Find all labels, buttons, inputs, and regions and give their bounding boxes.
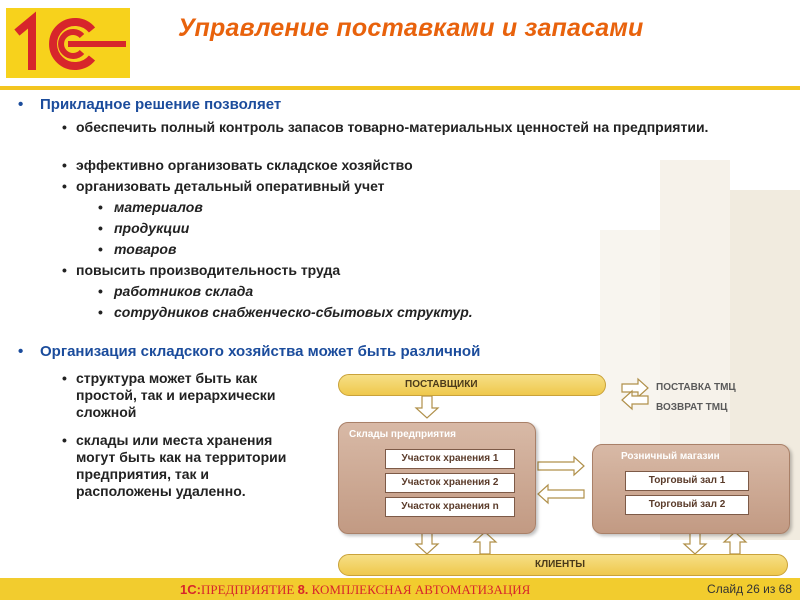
header-divider — [0, 86, 800, 90]
sub-list-item: • работников склада — [114, 283, 253, 299]
page-title: Управление поставками и запасами — [178, 14, 644, 42]
sub-list-item: • товаров — [114, 241, 176, 257]
storage-area-slot: Участок хранения 2 — [385, 473, 515, 493]
list-item: • обеспечить полный контроль запасов товарно-материальных ценностей на предприятии. — [76, 119, 756, 136]
section-heading-warehouse: • Организация складского хозяйства может быть различной — [40, 343, 480, 360]
suppliers-label: ПОСТАВЩИКИ — [405, 379, 478, 390]
list-item: • повысить производительность труда — [76, 262, 340, 279]
list-item: • структура может быть как простой, так и иерархически сложной — [76, 370, 296, 421]
retail-store-panel — [592, 444, 790, 534]
brand-text: ПРЕДПРИЯТИЕ — [200, 582, 298, 597]
legend-supply-label: ПОСТАВКА ТМЦ — [656, 382, 736, 393]
panel-title: Склады предприятия — [349, 429, 456, 440]
clients-bar — [338, 554, 788, 576]
legend-return-label: ВОЗВРАТ ТМЦ — [656, 402, 728, 413]
storage-area-slot: Участок хранения n — [385, 497, 515, 517]
brand-version: 8. — [297, 582, 309, 597]
list-item: • организовать детальный оперативный учет — [76, 178, 385, 195]
sub-list-item: • продукции — [114, 220, 189, 236]
sales-hall-slot: Торговый зал 2 — [625, 495, 749, 515]
suppliers-bar — [338, 374, 606, 396]
1c-logo — [6, 8, 130, 78]
footer-brand — [180, 582, 530, 598]
brand-prefix: 1С: — [180, 582, 201, 597]
list-item: • склады или места хранения могут быть как на территории предприятия, так и расположены удаленно. — [76, 432, 296, 500]
sub-list-item: • сотрудников снабженческо-сбытовых структур. — [114, 304, 473, 320]
slide-counter: Слайд 26 из 68 — [707, 582, 792, 596]
clients-label: КЛИЕНТЫ — [535, 559, 586, 570]
list-item: • эффективно организовать складское хозяйство — [76, 157, 413, 174]
sub-list-item: • материалов — [114, 199, 203, 215]
warehouse-diagram — [336, 372, 792, 580]
storage-area-slot: Участок хранения 1 — [385, 449, 515, 469]
brand-suffix: КОМПЛЕКСНАЯ АВТОМАТИЗАЦИЯ — [308, 582, 531, 597]
sales-hall-slot: Торговый зал 1 — [625, 471, 749, 491]
enterprise-warehouses-panel — [338, 422, 536, 534]
panel-title: Розничный магазин — [621, 451, 720, 462]
section-heading-capabilities: • Прикладное решение позволяет — [40, 96, 281, 113]
footer-bar — [0, 578, 800, 600]
